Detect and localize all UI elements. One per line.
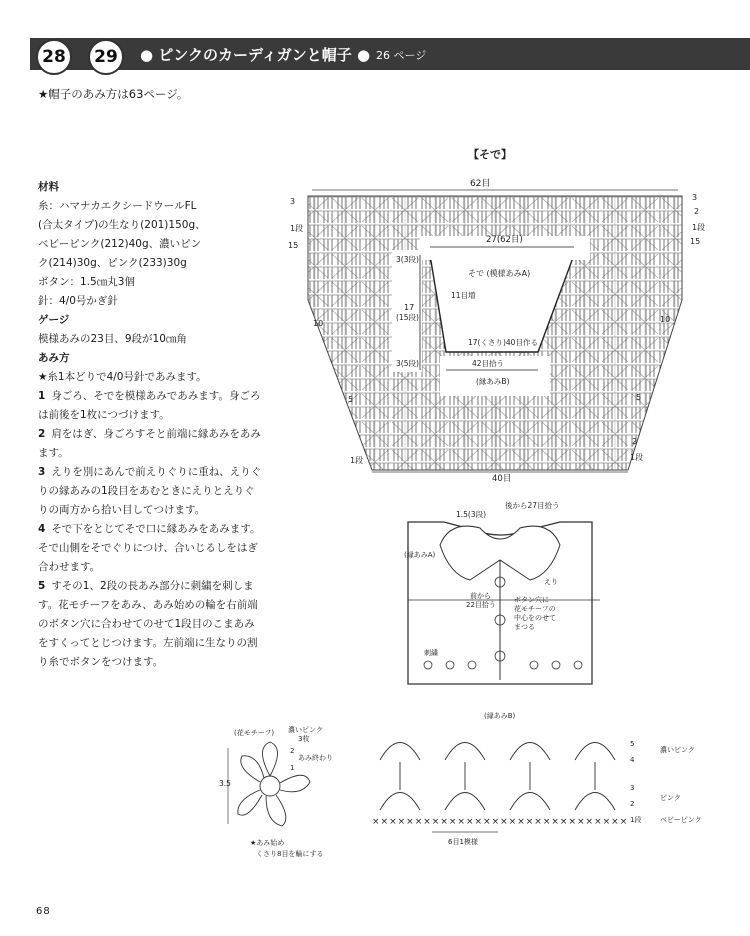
flower-color: 濃いピンク — [288, 726, 323, 734]
row-label: 1段 — [290, 224, 304, 233]
row-label: 15 — [288, 241, 299, 250]
flower-start-note: くさり8目を輪にする — [256, 850, 324, 858]
flower-round: 1 — [290, 764, 295, 772]
materials-line: (合太タイプ)の生なり(201)150g、 — [38, 219, 206, 231]
row-label: 15 — [690, 237, 701, 246]
page-reference: 26 ページ — [376, 49, 427, 62]
front-pickup: 前から — [470, 592, 491, 600]
edging-color: 濃いピンク — [660, 746, 695, 754]
page-number: 68 — [36, 906, 51, 917]
edging-a-label: (縁あみA) — [404, 551, 436, 559]
method-step: 1 身ごろ、そでを模様あみであみます。身ごろは前後を1枚につづけます。 — [38, 390, 261, 421]
embroidery-label: 刺繍 — [424, 649, 438, 657]
method-intro: ★糸1本どりで4/0号針であみます。 — [38, 371, 207, 383]
embroidery-flowers — [424, 577, 582, 669]
edging-row: 3 — [630, 784, 635, 792]
button-note: まつる — [514, 623, 535, 631]
button-note: ボタン穴に — [514, 596, 549, 604]
materials-line: 糸：ハマナカエクシードウールFL — [38, 200, 197, 212]
sleeve-increase: 11目増 — [451, 291, 476, 300]
row-label: 3 — [692, 193, 698, 202]
row-label: 3 — [290, 197, 296, 206]
flower-round: 2 — [290, 747, 295, 755]
sleeve-h-bot: 3(5段) — [396, 359, 419, 368]
flower-end: あみ終わり — [298, 754, 333, 762]
edging-color: ピンク — [660, 794, 681, 802]
method-heading: あみ方 — [38, 352, 70, 364]
sleeve-edging: (縁あみB) — [476, 377, 510, 386]
collar-width: 1.5(3段) — [456, 510, 487, 519]
gauge-line: 模様あみの23目、9段が10㎝角 — [38, 333, 187, 345]
front-pickup: 22目拾う — [466, 601, 496, 609]
materials-line: ボタン：1.5㎝丸3個 — [38, 276, 135, 288]
materials-line: ク(214)30g、ピンク(233)30g — [38, 257, 187, 269]
method-step: 4 そで下をとじてそで口に縁あみをあみます。そで山側をそでぐりにつけ、合いじるしをはぎ合わせます。 — [38, 523, 261, 573]
row-label: 5 — [348, 395, 354, 404]
edging-row: 1段 — [630, 816, 642, 824]
sleeve-h-mid2: (15段) — [396, 313, 419, 322]
row-label: 10 — [660, 315, 671, 324]
sleeve-bottom-count: 40目 — [492, 474, 512, 484]
edging-b-title: (縁あみB) — [484, 712, 516, 720]
materials-line: ベビーピンク(212)40g、濃いピン — [38, 238, 202, 250]
row-label: 2 — [694, 207, 700, 216]
row-label: 2 — [632, 437, 638, 446]
edging-row: 5 — [630, 740, 635, 748]
edging-color: ベビーピンク — [660, 816, 702, 824]
sleeve-cuff: 17(くさり)40目作る — [468, 338, 538, 347]
collar-pickup: 後から27目拾う — [505, 501, 560, 510]
sleeve-top-count: 62目 — [470, 179, 491, 189]
sleeve-label: そで (模様あみA) — [468, 269, 531, 278]
sleeve-h-mid: 17 — [404, 303, 415, 312]
sleeve-inner-width: 27(62目) — [486, 235, 523, 245]
sleeve-pickup: 42目拾う — [472, 359, 505, 368]
button-note: 中心をのせて — [514, 614, 556, 622]
row-label: 5 — [636, 393, 642, 402]
neckline-label: えり — [544, 578, 558, 586]
row-label: 1段 — [350, 456, 364, 465]
flower-size: 3.5 — [219, 779, 231, 788]
pattern-number-badge: 29 — [88, 39, 124, 75]
row-label: 10 — [313, 319, 324, 328]
pattern-number-badge: 28 — [36, 39, 72, 75]
edging-b-repeat: 6目1模様 — [448, 838, 478, 846]
edging-row: 2 — [630, 800, 635, 808]
sleeve-title: 【そで】 — [468, 148, 512, 161]
flower-count: 3枚 — [298, 735, 310, 743]
method-step: 5 すその1、2段の長あみ部分に刺繍を刺します。花モチーフをあみ、あみ始めの輪を右前端のボタン穴に合わせてのせて1段目のこまあみをすくってとじつけます。左前端に生なりの割り糸でボタンをつけます。 — [38, 580, 258, 668]
materials-line: 針：4/0号かぎ針 — [38, 295, 118, 307]
row-label: 1段 — [630, 453, 644, 462]
flower-start: ★あみ始め — [250, 839, 285, 847]
page-title: ● ピンクのカーディガンと帽子 ● — [140, 46, 371, 64]
gauge-heading: ゲージ — [38, 314, 70, 326]
edging-b-base: ×××××××××××××××××××××××××××××× — [372, 817, 629, 827]
edging-row: 4 — [630, 756, 635, 764]
button-note: 花モチーフの — [514, 605, 556, 613]
hat-note: ★帽子のあみ方は63ページ。 — [38, 87, 189, 101]
method-step: 3 えりを別にあんで前えりぐりに重ね、えりぐりの縁あみの1段目をあむときにえりとえりぐりの両方から拾い目してつけます。 — [38, 466, 262, 516]
edging-b-chart — [380, 743, 615, 811]
sleeve-h-top: 3(3段) — [396, 255, 419, 264]
row-label: 1段 — [692, 223, 706, 232]
flower-title: (花モチーフ) — [234, 729, 275, 737]
materials-heading: 材料 — [38, 181, 59, 193]
method-step: 2 肩をはぎ、身ごろすそと前端に縁あみをあみます。 — [38, 428, 261, 459]
